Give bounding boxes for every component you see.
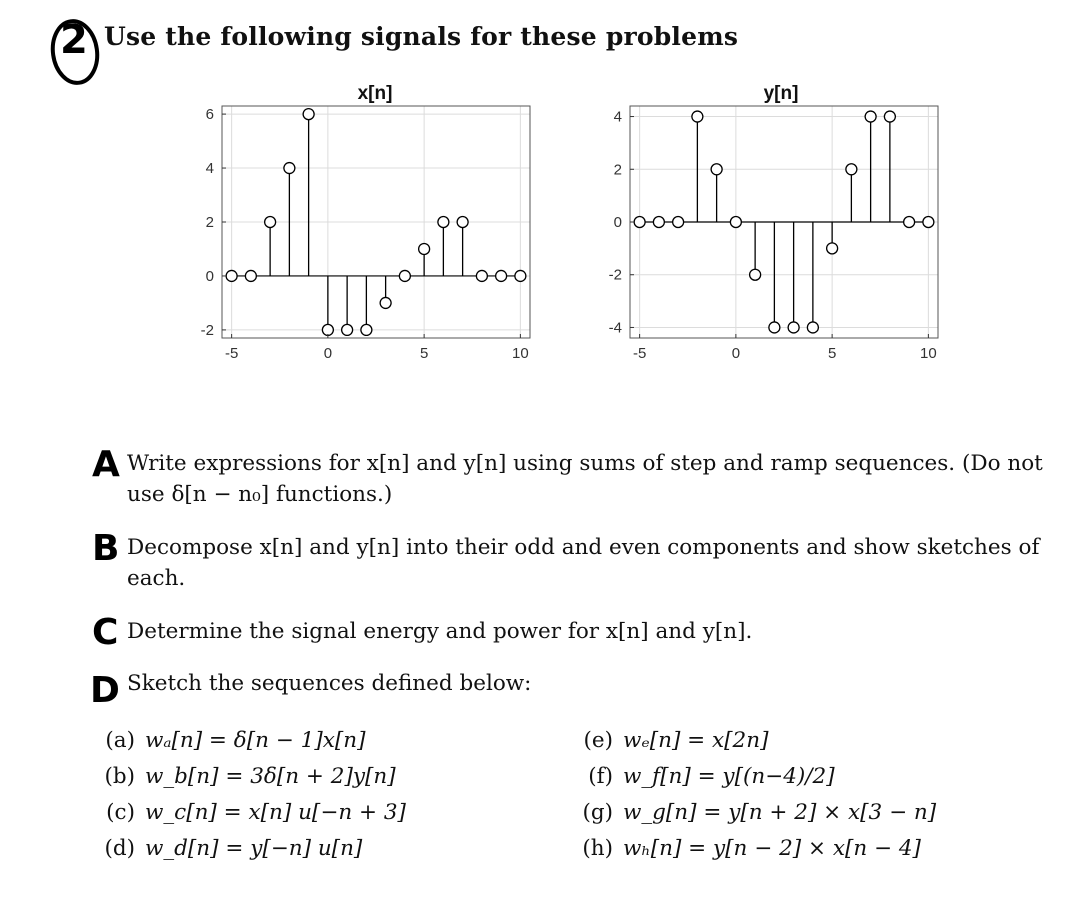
stem-marker bbox=[730, 217, 741, 228]
x-tick-label: 10 bbox=[512, 345, 529, 362]
sequence-expr: wₑ[n] = x[2n] bbox=[623, 728, 769, 753]
stem-marker bbox=[322, 324, 333, 335]
chart-y bbox=[588, 78, 958, 378]
part-c-text bbox=[127, 616, 1067, 647]
stem-marker bbox=[438, 217, 449, 228]
y-tick-label: -4 bbox=[608, 319, 622, 337]
sequence-expr: wₐ[n] = δ[n − 1]x[n] bbox=[145, 728, 366, 753]
part-d-mark: D bbox=[90, 670, 120, 711]
stem-marker bbox=[476, 270, 487, 281]
chart-x bbox=[180, 78, 550, 378]
part-b-line1: Decompose x[n] and y[n] into their odd and even components and show sketches of bbox=[127, 535, 1040, 560]
sequence-expr: w_d[n] = y[−n] u[n] bbox=[145, 836, 363, 861]
chart-x-title: x[n] bbox=[357, 83, 393, 104]
y-tick-label: 4 bbox=[205, 160, 214, 178]
y-tick-label: -2 bbox=[608, 266, 622, 284]
sequence-expr: w_g[n] = y[n + 2] × x[3 − n] bbox=[623, 800, 937, 825]
stem-marker bbox=[419, 243, 430, 254]
stem-marker bbox=[361, 324, 372, 335]
stem-marker bbox=[904, 217, 915, 228]
part-a-text bbox=[127, 448, 1067, 510]
stem-marker bbox=[653, 217, 664, 228]
part-b-text bbox=[127, 532, 1067, 594]
y-tick-label: -2 bbox=[200, 321, 214, 339]
y-tick-label: 6 bbox=[205, 106, 214, 124]
y-tick-label: 0 bbox=[205, 267, 214, 285]
stem-marker bbox=[923, 217, 934, 228]
part-b-line2: each. bbox=[127, 566, 186, 591]
stem-marker bbox=[769, 322, 780, 333]
problem-number: 2 bbox=[60, 17, 88, 63]
sequence-item: (f) w_f[n] = y[(n−4)/2] bbox=[588, 764, 835, 789]
stem-marker bbox=[226, 270, 237, 281]
part-c-line1: Determine the signal energy and power for x[n] and y[n]. bbox=[127, 619, 753, 644]
x-tick-label: 0 bbox=[323, 345, 333, 362]
stem-marker bbox=[515, 270, 526, 281]
stem-marker bbox=[692, 111, 703, 122]
stem-marker bbox=[380, 297, 391, 308]
part-a-line2: use δ[n − n₀] functions.) bbox=[127, 482, 393, 507]
sequence-list-right bbox=[573, 728, 936, 872]
sequence-item: (h) wₕ[n] = y[n − 2] × x[n − 4] bbox=[582, 836, 921, 861]
part-a-line1: Write expressions for x[n] and y[n] using sums of step and ramp sequences. (Do not bbox=[127, 451, 1043, 476]
sequence-expr: wₕ[n] = y[n − 2] × x[n − 4] bbox=[623, 836, 921, 861]
page-title: Use the following signals for these problems bbox=[104, 22, 739, 51]
sequence-item: (a) wₐ[n] = δ[n − 1]x[n] bbox=[105, 728, 366, 753]
stem-marker bbox=[342, 324, 353, 335]
stem-marker bbox=[303, 109, 314, 120]
sequence-item: (c) w_c[n] = x[n] u[−n + 3] bbox=[106, 800, 406, 825]
stem-marker bbox=[284, 163, 295, 174]
part-d-line1: Sketch the sequences defined below: bbox=[127, 671, 532, 696]
x-tick-label: 5 bbox=[419, 345, 429, 362]
stem-marker bbox=[457, 217, 468, 228]
sequence-expr: w_f[n] = y[(n−4)/2] bbox=[623, 764, 835, 789]
x-tick-label: 5 bbox=[827, 345, 837, 362]
stem-marker bbox=[827, 243, 838, 254]
sequence-item: (g) w_g[n] = y[n + 2] × x[3 − n] bbox=[582, 800, 937, 825]
part-a-mark: A bbox=[92, 444, 120, 485]
stem-marker bbox=[673, 217, 684, 228]
stem-marker bbox=[865, 111, 876, 122]
y-tick-label: 2 bbox=[205, 214, 214, 231]
sequence-expr: w_b[n] = 3δ[n + 2]y[n] bbox=[145, 764, 396, 789]
sequence-expr: w_c[n] = x[n] u[−n + 3] bbox=[145, 800, 406, 825]
stem-marker bbox=[496, 270, 507, 281]
y-tick-label: 4 bbox=[613, 108, 622, 126]
sequence-item: (b) w_b[n] = 3δ[n + 2]y[n] bbox=[104, 764, 396, 789]
part-d-text bbox=[127, 668, 1067, 699]
y-tick-label: 0 bbox=[613, 214, 622, 231]
stem-marker bbox=[807, 322, 818, 333]
stem-marker bbox=[399, 270, 410, 281]
part-b-mark: B bbox=[92, 528, 120, 569]
stem-marker bbox=[788, 322, 799, 333]
stem-marker bbox=[846, 164, 857, 175]
sequence-item: (e) wₑ[n] = x[2n] bbox=[583, 728, 769, 753]
x-tick-label: 10 bbox=[920, 345, 937, 362]
y-tick-label: 2 bbox=[613, 161, 622, 179]
stem-marker bbox=[884, 111, 895, 122]
part-c-mark: C bbox=[92, 612, 119, 653]
x-tick-label: -5 bbox=[224, 345, 239, 362]
sequence-list-left bbox=[95, 728, 406, 872]
stem-marker bbox=[265, 217, 276, 228]
stem-marker bbox=[750, 269, 761, 280]
stem-marker bbox=[245, 270, 256, 281]
stem-marker bbox=[711, 164, 722, 175]
stem-marker bbox=[634, 217, 645, 228]
x-tick-label: -5 bbox=[632, 345, 647, 362]
x-tick-label: 0 bbox=[731, 345, 741, 362]
chart-y-title: y[n] bbox=[763, 83, 799, 104]
sequence-item: (d) w_d[n] = y[−n] u[n] bbox=[104, 836, 363, 861]
